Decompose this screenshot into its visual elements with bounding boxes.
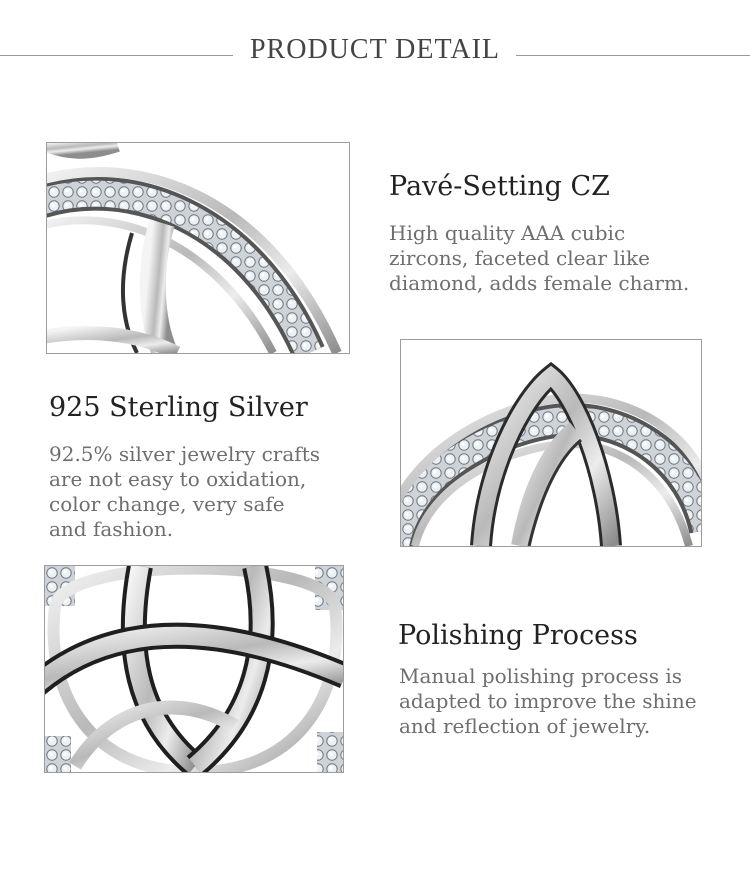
feature-title-sterling-silver: 925 Sterling Silver (49, 392, 308, 423)
desc-line: High quality AAA cubic (389, 221, 626, 245)
desc-line: are not easy to oxidation, (49, 467, 307, 491)
polished-trinity-knot-image (44, 565, 344, 773)
feature-desc-polishing (399, 664, 697, 739)
desc-line: zircons, faceted clear like (389, 246, 651, 270)
feature-title-polishing: Polishing Process (398, 620, 638, 651)
page-title: PRODUCT DETAIL (249, 34, 501, 65)
desc-line: Manual polishing process is (399, 664, 683, 688)
desc-line: color change, very safe (49, 492, 285, 516)
desc-line: and reflection of jewelry. (399, 714, 651, 738)
pave-cz-closeup-image (46, 142, 350, 354)
desc-line: 92.5% silver jewelry crafts (49, 442, 320, 466)
header-rule-right (516, 55, 750, 56)
desc-line: diamond, adds female charm. (389, 271, 690, 295)
feature-desc-pave-cz (389, 221, 689, 296)
desc-line: adapted to improve the shine (399, 689, 697, 713)
silver-bail-closeup-image (400, 339, 702, 547)
feature-desc-sterling-silver (49, 442, 320, 542)
desc-line: and fashion. (49, 517, 174, 541)
feature-title-pave-cz: Pavé-Setting CZ (389, 171, 610, 202)
